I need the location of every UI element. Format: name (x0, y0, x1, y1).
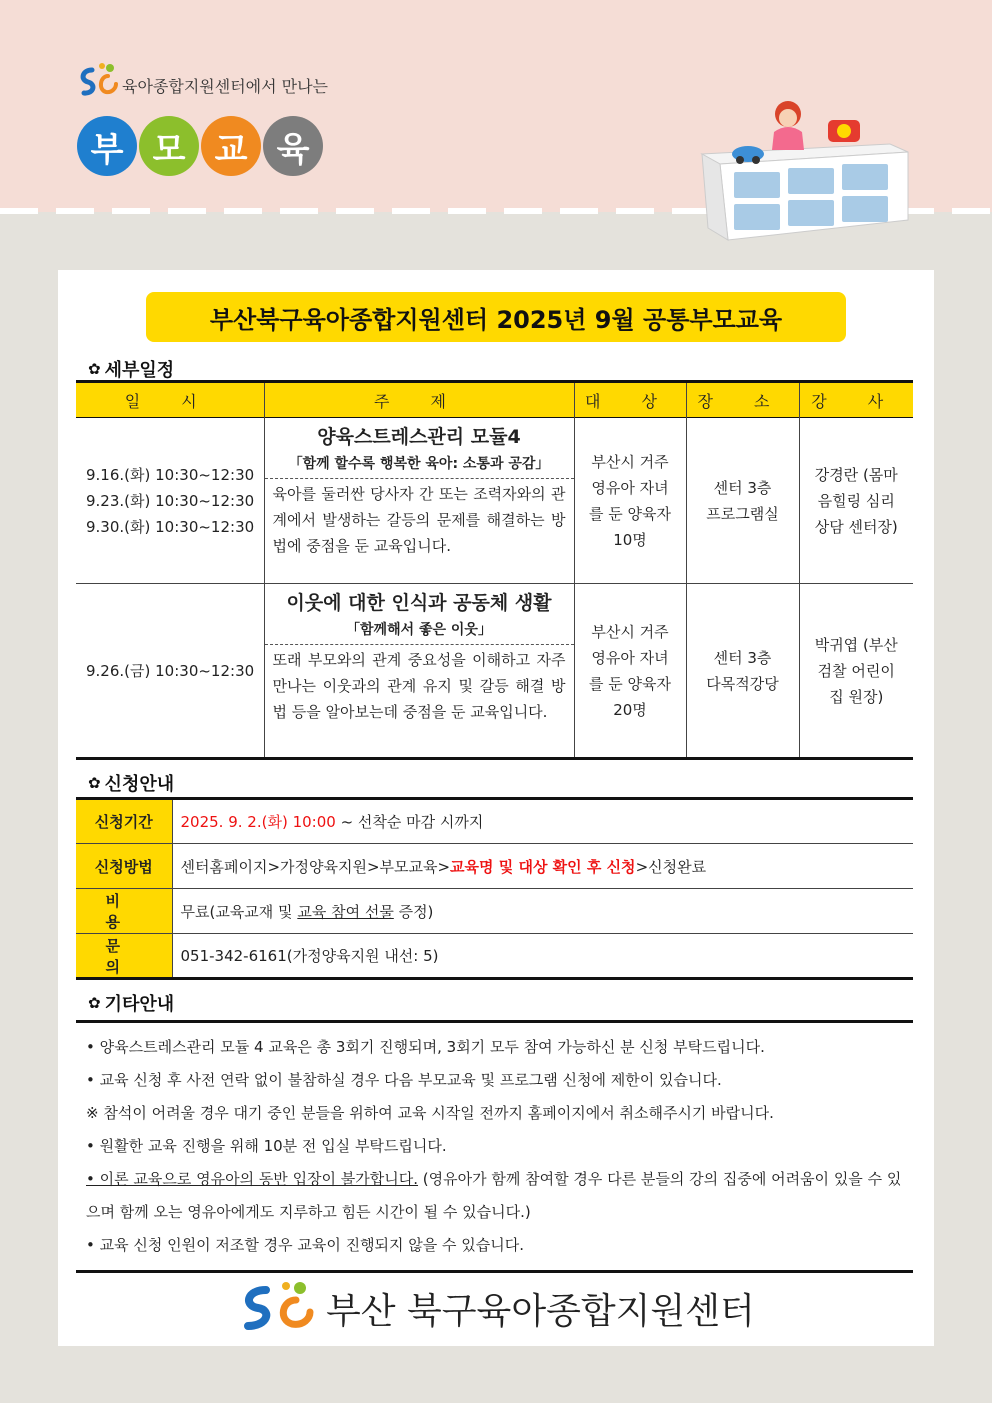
topic-description: 또래 부모와의 관계 중요성을 이해하고 자주 만나는 이웃과의 관계 유지 및 갈등 해결 방법 등을 알아보는데 중점을 둔 교육입니다. (272, 651, 566, 721)
circle-mo: 모 (139, 116, 199, 176)
schedule-topic (264, 584, 574, 759)
cost-text-end: 증정) (393, 902, 434, 921)
section-schedule (88, 356, 174, 382)
header-tagline (78, 60, 328, 100)
apply-row-cost (76, 889, 913, 934)
schedule-dates (76, 584, 264, 759)
topic-subtitle: 「함께 할수록 행복한 육아: 소통과 공감」 (265, 452, 574, 479)
col-header-lecturer: 강 사 (799, 382, 913, 418)
circle-bu: 부 (77, 116, 137, 176)
circle-gyo: 교 (201, 116, 261, 176)
method-highlight: 교육명 및 대상 확인 후 신청 (450, 857, 636, 876)
topic-title: 양육스트레스관리 모듈4 (317, 426, 521, 448)
parent-education-logo (77, 116, 325, 176)
method-end: >신청완료 (635, 857, 707, 876)
center-logo-icon (238, 1278, 318, 1338)
date-line: 9.30.(화) 10:30~12:30 (86, 517, 255, 536)
topic-description: 육아를 둘러싼 당사자 간 또는 조력자와의 관계에서 발생하는 갈등의 문제를 해결하는 방법에 중점을 둔 교육입니다. (272, 485, 566, 555)
circle-yuk: 육 (263, 116, 323, 176)
notes-box (76, 1020, 913, 1273)
col-header-topic: 주 제 (264, 382, 574, 418)
content-card (58, 270, 934, 1346)
flower-icon: ✿ (88, 994, 101, 1012)
note-item: • 양육스트레스관리 모듈 4 교육은 총 3회기 진행되며, 3회기 모두 참여 가능하신 분 신청 부탁드립니다. (86, 1038, 765, 1056)
schedule-table (76, 380, 913, 760)
note-item: • 원활한 교육 진행을 위해 10분 전 입실 부탁드립니다. (86, 1137, 447, 1155)
page-title: 부산북구육아종합지원센터 2025년 9월 공통부모교육 (146, 292, 846, 342)
note-item (86, 1163, 907, 1229)
contact-value: 051-342-6161(가정양육지원 내선: 5) (180, 947, 439, 965)
date-line: 9.16.(화) 10:30~12:30 (86, 465, 255, 484)
table-row (76, 418, 913, 584)
schedule-lecturer: 박귀엽 (부산검찰 어린이집 원장) (799, 584, 913, 759)
method-label: 신청방법 (76, 844, 172, 889)
footer-org-name: 부산 북구육아종합지원센터 (326, 1290, 755, 1332)
period-label: 신청기간 (76, 799, 172, 844)
schedule-dates (76, 418, 264, 584)
period-date: 2025. 9. 2.(화) 10:00 (180, 813, 336, 831)
col-header-datetime: 일 시 (76, 382, 264, 418)
section-apply-label: 신청안내 (104, 774, 175, 795)
apply-row-contact (76, 934, 913, 979)
tagline-text: 육아종합지원센터에서 만나는 (122, 76, 329, 96)
note-emphasis: • 이론 교육으로 영유아의 동반 입장이 불가합니다. (86, 1170, 419, 1188)
note-item: ※ 참석이 어려울 경우 대기 중인 분들을 위하여 교육 시작일 전까지 홈페이지에서 취소해주시기 바랍니다. (86, 1104, 774, 1122)
topic-subtitle: 「함께해서 좋은 이웃」 (265, 618, 574, 645)
schedule-target: 부산시 거주 영유아 자녀를 둔 양육자 10명 (574, 418, 686, 584)
schedule-header-row (76, 382, 913, 418)
flower-icon: ✿ (88, 774, 101, 792)
period-value (172, 799, 913, 844)
cost-text: 무료(교육교재 및 (180, 902, 298, 921)
schedule-target: 부산시 거주 영유아 자녀를 둔 양육자 20명 (574, 584, 686, 759)
period-rest: ~ 선착순 마감 시까지 (335, 813, 484, 831)
apply-table (76, 797, 913, 980)
center-logo-icon (78, 60, 120, 100)
note-item: • 교육 신청 후 사전 연락 없이 불참하실 경우 다음 부모교육 및 프로그램 신청에 제한이 있습니다. (86, 1071, 722, 1089)
note-rest: (영유아가 함께 참여할 경우 다른 분들의 강의 집중에 어려움이 있을 수 있으며 함께 오는 영유아에게도 지루하고 힘든 시간이 될 수 있습니다.) (86, 1170, 902, 1221)
apply-row-period (76, 799, 913, 844)
contact-label: 문 의 (76, 934, 172, 979)
schedule-lecturer: 강경란 (몸마음힐링 심리상담 센터장) (799, 418, 913, 584)
section-schedule-label: 세부일정 (104, 360, 175, 381)
section-notes (88, 990, 174, 1016)
col-header-target: 대 상 (574, 382, 686, 418)
cost-label: 비 용 (76, 889, 172, 934)
schedule-place: 센터 3층 다목적강당 (686, 584, 799, 759)
topic-title: 이웃에 대한 인식과 공동체 생활 (286, 592, 552, 614)
schedule-topic (264, 418, 574, 584)
flower-icon: ✿ (88, 360, 101, 378)
date-line: 9.23.(화) 10:30~12:30 (86, 491, 255, 510)
apply-row-method (76, 844, 913, 889)
section-apply (88, 770, 174, 796)
section-notes-label: 기타안내 (104, 994, 175, 1015)
table-row (76, 584, 913, 759)
schedule-place: 센터 3층 프로그램실 (686, 418, 799, 584)
date-line: 9.26.(금) 10:30~12:30 (86, 661, 255, 680)
method-value (172, 844, 913, 889)
cost-gift: 교육 참여 선물 (297, 902, 394, 921)
col-header-place: 장 소 (686, 382, 799, 418)
note-item: • 교육 신청 인원이 저조할 경우 교육이 진행되지 않을 수 있습니다. (86, 1236, 525, 1254)
toy-shelf-illustration (700, 92, 910, 242)
method-path: 센터홈페이지>가정양육지원>부모교육> (180, 857, 451, 876)
cost-value (172, 889, 913, 934)
footer-logo (238, 1280, 758, 1336)
